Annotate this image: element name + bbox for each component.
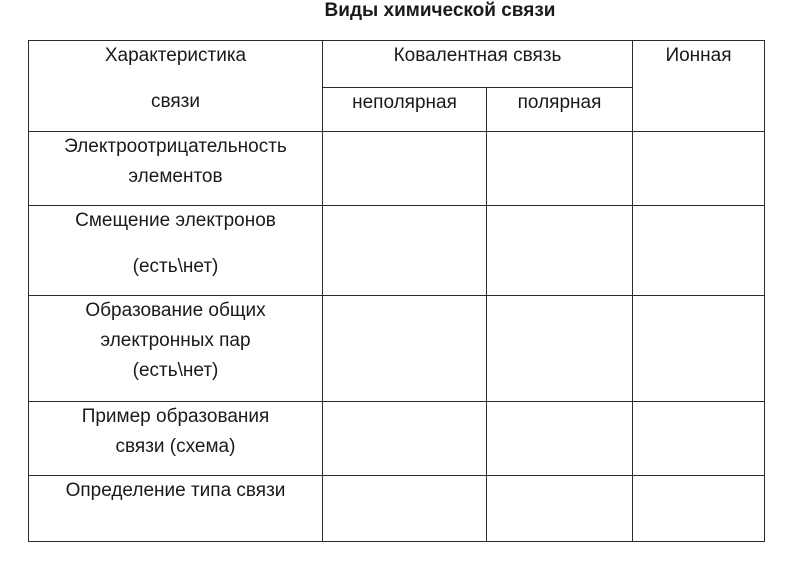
table-row xyxy=(29,402,765,476)
table-row xyxy=(29,206,765,296)
table-row xyxy=(29,476,765,542)
row-label-line: Образование общих xyxy=(85,300,266,321)
cell-nonpolar[interactable] xyxy=(323,402,487,476)
header-characteristic xyxy=(29,41,323,132)
cell-nonpolar[interactable] xyxy=(323,206,487,296)
header-covalent: Ковалентная связь xyxy=(323,41,633,88)
row-label-line: (есть\нет) xyxy=(132,256,219,277)
row-label-line: связи (схема) xyxy=(115,436,236,457)
cell-polar[interactable] xyxy=(487,296,633,402)
cell-polar[interactable] xyxy=(487,402,633,476)
row-label-bond-type xyxy=(29,476,323,542)
cell-ionic[interactable] xyxy=(633,402,765,476)
cell-nonpolar[interactable] xyxy=(323,132,487,206)
document-title: Виды химической связи xyxy=(324,0,556,21)
header-polar: полярная xyxy=(487,87,633,131)
cell-ionic[interactable] xyxy=(633,296,765,402)
row-label-shared-pairs xyxy=(29,296,323,402)
cell-ionic[interactable] xyxy=(633,206,765,296)
cell-ionic[interactable] xyxy=(633,132,765,206)
cell-ionic[interactable] xyxy=(633,476,765,542)
chemical-bond-table xyxy=(28,40,765,542)
cell-nonpolar[interactable] xyxy=(323,296,487,402)
header-characteristic-line1: Характеристика xyxy=(104,45,247,66)
row-label-electron-shift xyxy=(29,206,323,296)
table-row xyxy=(29,296,765,402)
row-label-line: Электроотрицательность xyxy=(64,136,287,157)
header-nonpolar: неполярная xyxy=(323,87,487,131)
header-characteristic-line2: связи xyxy=(151,91,200,112)
row-label-example xyxy=(29,402,323,476)
cell-polar[interactable] xyxy=(487,476,633,542)
header-ionic: Ионная xyxy=(633,41,765,132)
row-label-line: Пример образования xyxy=(81,406,270,427)
row-label-line: (есть\нет) xyxy=(132,360,219,381)
cell-nonpolar[interactable] xyxy=(323,476,487,542)
row-label-line: элементов xyxy=(128,166,223,187)
row-label-line: электронных пар xyxy=(100,330,251,351)
table-row xyxy=(29,132,765,206)
row-label-line: Определение типа связи xyxy=(65,480,286,501)
cell-polar[interactable] xyxy=(487,206,633,296)
row-label-electronegativity xyxy=(29,132,323,206)
row-label-line: Смещение электронов xyxy=(75,210,276,231)
cell-polar[interactable] xyxy=(487,132,633,206)
